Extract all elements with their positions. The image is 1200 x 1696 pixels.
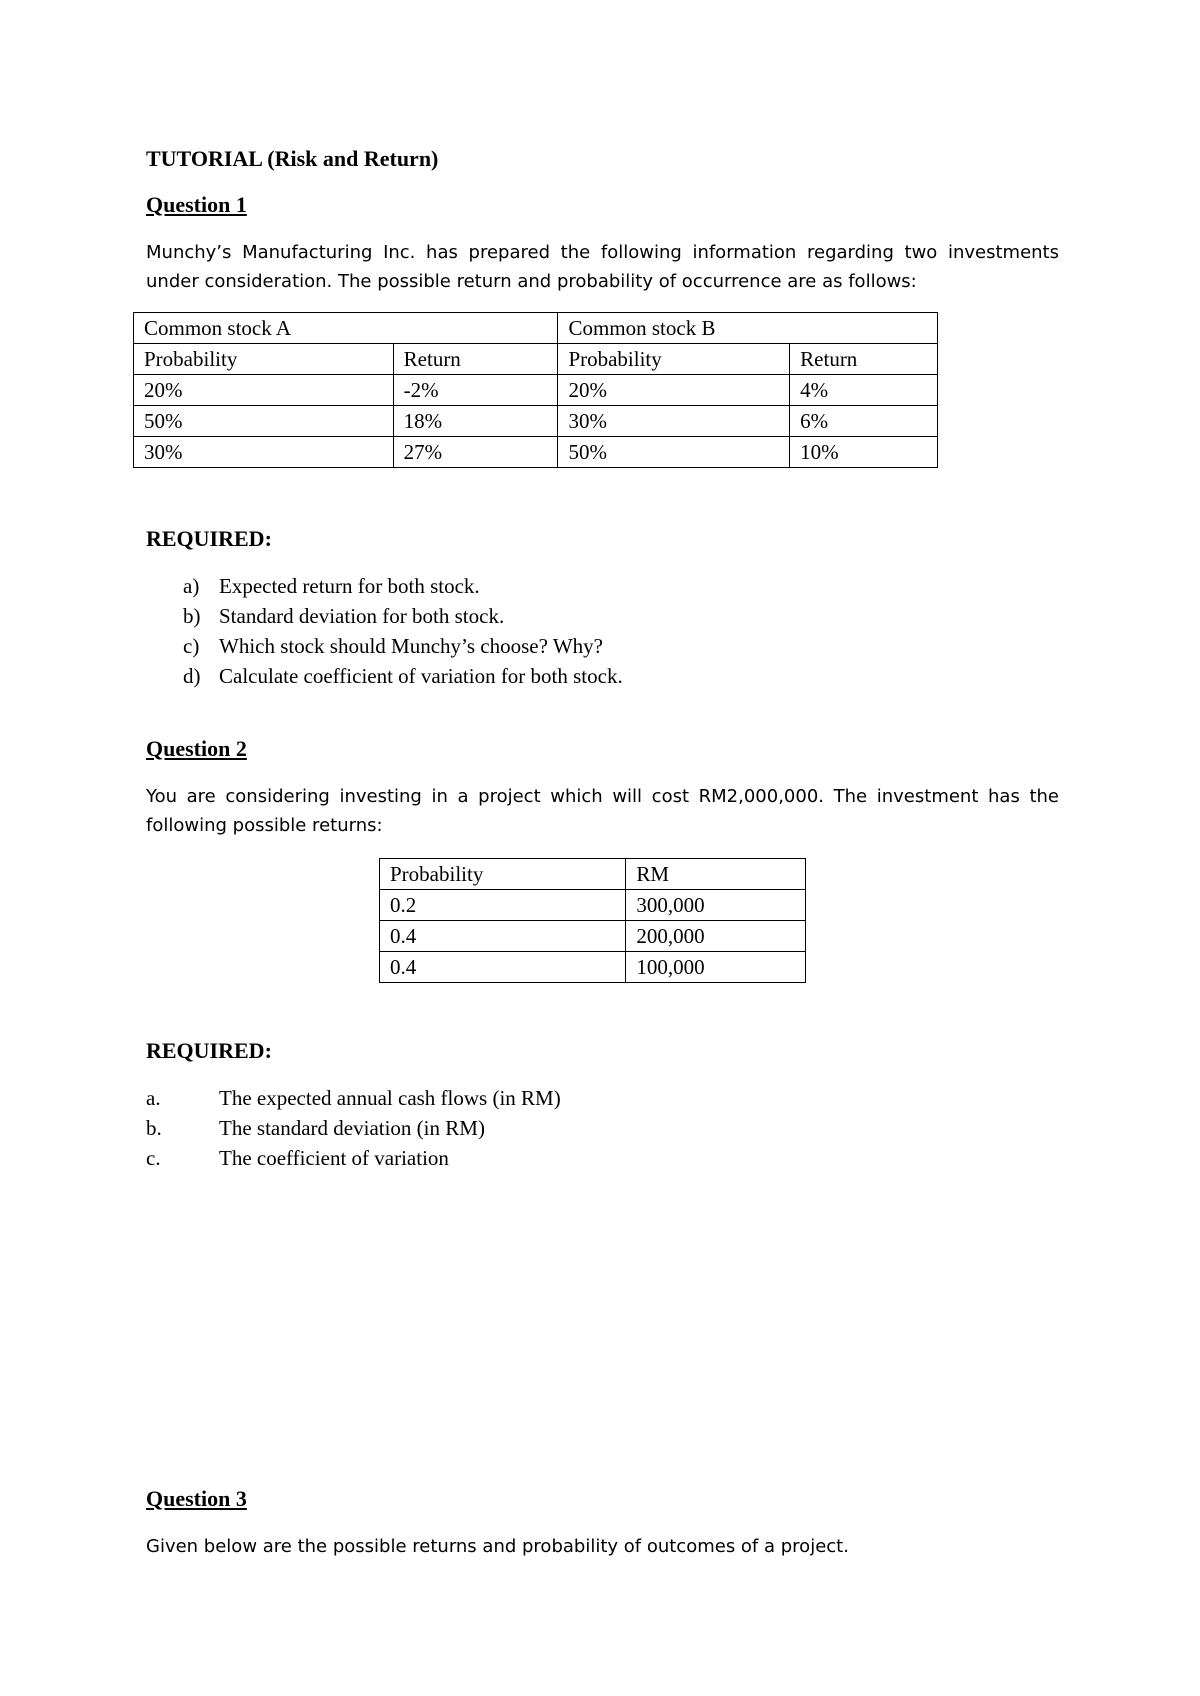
table-column-header-row: [134, 344, 938, 375]
list-marker: a): [183, 574, 200, 598]
table-cell: 27%: [393, 437, 558, 468]
list-item: [146, 1143, 561, 1173]
table-cell: 18%: [393, 406, 558, 437]
list-item: [146, 601, 623, 631]
group-header-stock-a: Common stock A: [134, 313, 558, 344]
table-cell: 200,000: [626, 921, 806, 952]
group-header-stock-b: Common stock B: [558, 313, 938, 344]
list-item-text: Which stock should Munchy’s choose? Why?: [219, 634, 603, 658]
column-header-probability-b: Probability: [558, 344, 790, 375]
table-cell: -2%: [393, 375, 558, 406]
table-cell: 50%: [558, 437, 790, 468]
column-header-probability: Probability: [380, 859, 626, 890]
question-2-intro: You are considering investing in a project which will cost RM2,000,000. The investment has the following possible returns:: [146, 786, 1059, 836]
table-cell: 6%: [790, 406, 938, 437]
list-marker: c.: [146, 1146, 161, 1170]
table-row: [380, 952, 806, 983]
question-2-table: [379, 858, 806, 983]
table-cell: 30%: [558, 406, 790, 437]
list-item: [146, 631, 623, 661]
list-item: [146, 661, 623, 691]
list-item-text: The expected annual cash flows (in RM): [219, 1086, 561, 1110]
table-cell: 0.4: [380, 921, 626, 952]
table-cell: 4%: [790, 375, 938, 406]
column-header-probability-a: Probability: [134, 344, 394, 375]
list-item: [146, 571, 623, 601]
question-1-required-list: [146, 571, 623, 691]
table-cell: 0.4: [380, 952, 626, 983]
table-row: [134, 375, 938, 406]
list-marker: c): [183, 634, 200, 658]
list-item: [146, 1083, 561, 1113]
list-item-text: Calculate coefficient of variation for both stock.: [219, 664, 623, 688]
list-item-text: Expected return for both stock.: [219, 574, 480, 598]
question-2-required-list: [146, 1083, 561, 1173]
table-cell: 30%: [134, 437, 394, 468]
table-cell: 10%: [790, 437, 938, 468]
question-2-required-label: REQUIRED:: [146, 1038, 272, 1063]
table-cell: 20%: [134, 375, 394, 406]
question-3-intro: Given below are the possible returns and probability of outcomes of a project.: [146, 1536, 849, 1557]
table-cell: 50%: [134, 406, 394, 437]
table-column-header-row: [380, 859, 806, 890]
table-cell: 20%: [558, 375, 790, 406]
table-row: [134, 406, 938, 437]
question-2-heading: Question 2: [146, 736, 247, 761]
question-3-heading: Question 3: [146, 1486, 247, 1511]
list-item-text: The standard deviation (in RM): [219, 1116, 485, 1140]
list-marker: b): [183, 604, 201, 628]
column-header-rm: RM: [626, 859, 806, 890]
question-1-required-label: REQUIRED:: [146, 526, 272, 551]
table-cell: 0.2: [380, 890, 626, 921]
table-row: [380, 921, 806, 952]
table-cell: 300,000: [626, 890, 806, 921]
column-header-return-b: Return: [790, 344, 938, 375]
table-row: [134, 437, 938, 468]
table-cell: 100,000: [626, 952, 806, 983]
question-1-table: [133, 312, 938, 468]
list-marker: b.: [146, 1116, 162, 1140]
list-marker: d): [183, 664, 201, 688]
question-1-intro: Munchy’s Manufacturing Inc. has prepared the following information regarding two investments under consideration. The possible return and probability of occurrence are as follows:: [146, 242, 1059, 292]
table-row: [380, 890, 806, 921]
list-item-text: Standard deviation for both stock.: [219, 604, 505, 628]
list-marker: a.: [146, 1086, 161, 1110]
document-title: TUTORIAL (Risk and Return): [146, 146, 439, 171]
question-1-heading: Question 1: [146, 192, 247, 217]
list-item-text: The coefficient of variation: [219, 1146, 449, 1170]
table-group-header-row: [134, 313, 938, 344]
list-item: [146, 1113, 561, 1143]
column-header-return-a: Return: [393, 344, 558, 375]
